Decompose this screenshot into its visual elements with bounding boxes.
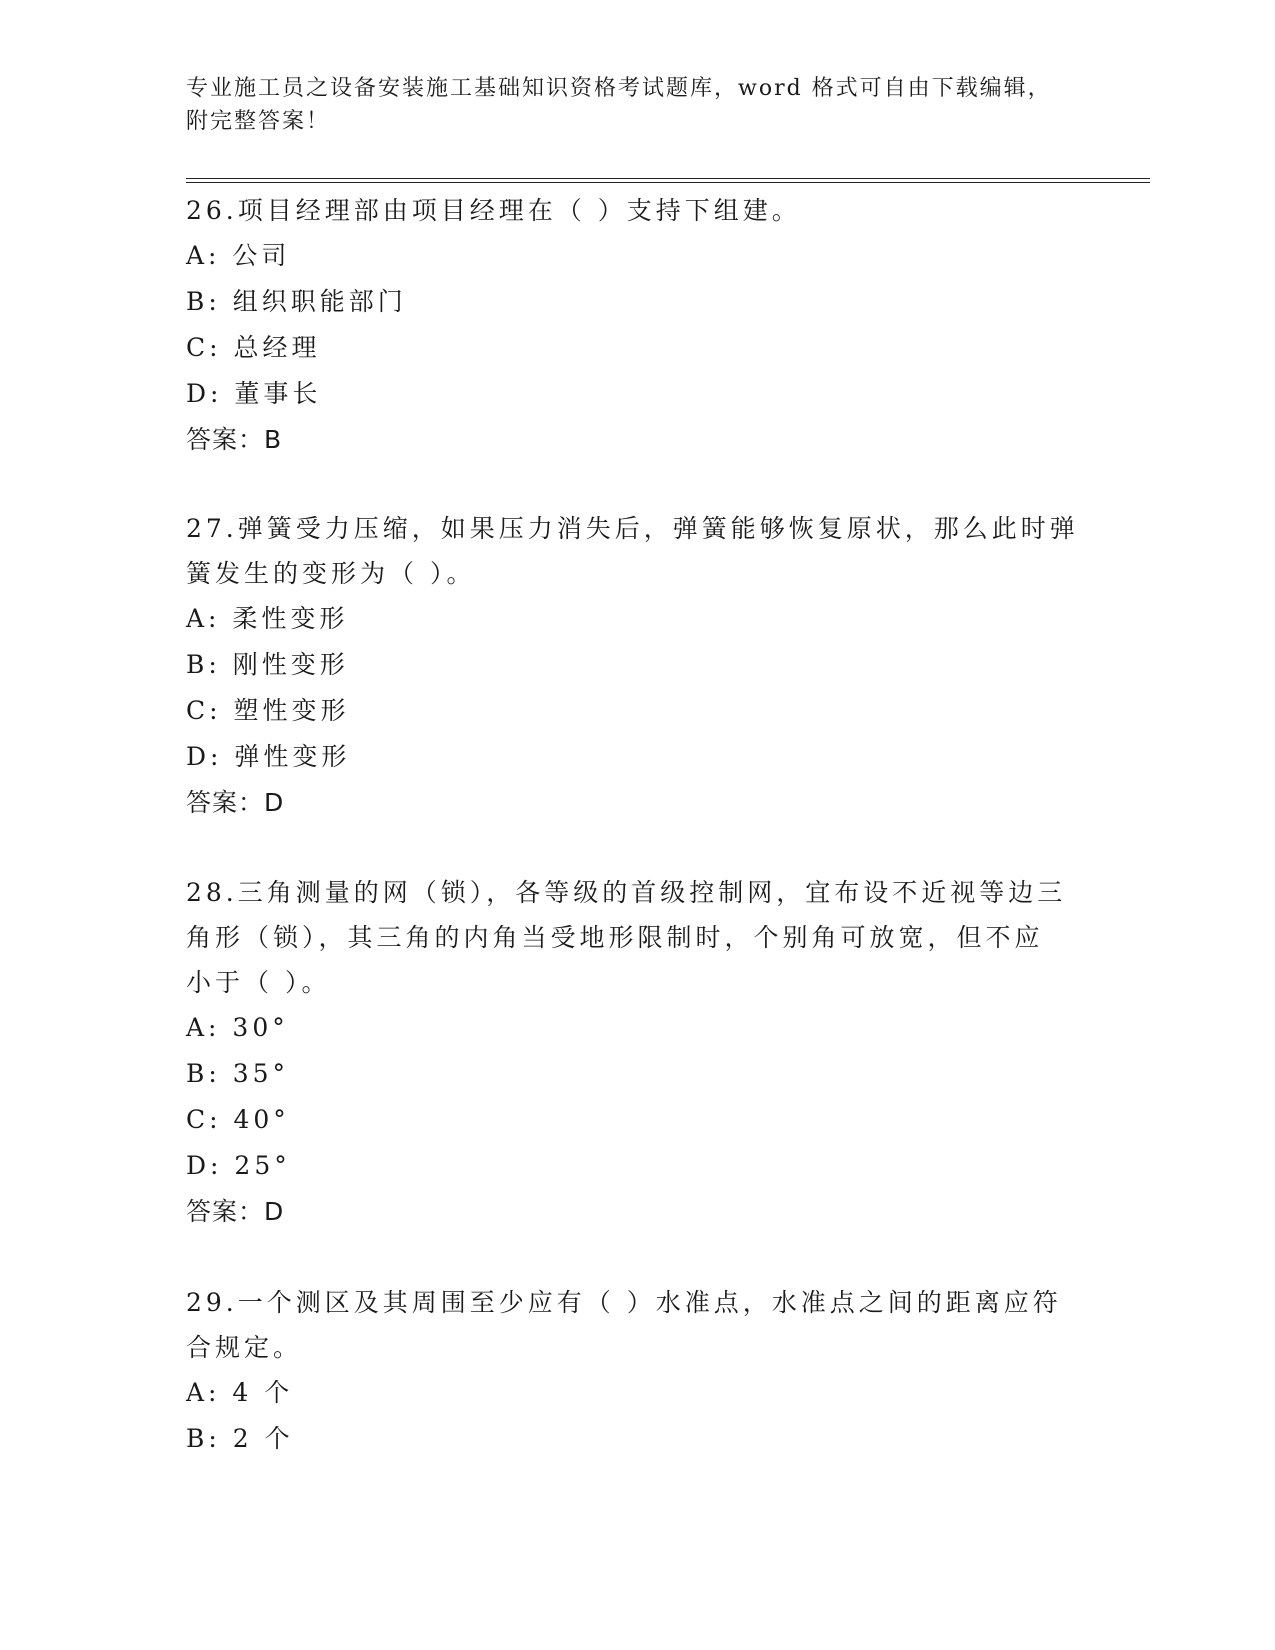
answer: 答案：B (186, 425, 283, 454)
question-27 (186, 506, 1086, 826)
question-28 (186, 870, 1086, 1235)
answer: 答案：D (186, 788, 285, 817)
answer: 答案：D (186, 1197, 285, 1226)
header-line-2: 附完整答案！ (186, 109, 331, 134)
header-line-1: 专业施工员之设备安装施工基础知识资格考试题库，word 格式可自由下载编辑， (186, 76, 1052, 101)
question-stem-line: 28.三角测量的网（锁），各等级的首级控制网，宜布设不近视等边三 (186, 878, 1067, 907)
question-stem-line: 簧发生的变形为（ ）。 (186, 559, 476, 588)
question-26 (186, 188, 1086, 463)
option-d: D: 25° (186, 1151, 291, 1180)
option-c: C: 40° (186, 1105, 290, 1134)
question-stem-line: 角形（锁），其三角的内角当受地形限制时，个别角可放宽，但不应 (186, 923, 1044, 952)
option-c: C: 塑性变形 (186, 696, 350, 725)
question-stem: 26.项目经理部由项目经理在（ ）支持下组建。 (186, 196, 801, 225)
option-c: C: 总经理 (186, 333, 321, 362)
option-b: B: 35° (186, 1059, 290, 1088)
question-29 (186, 1280, 1086, 1462)
document-header (186, 72, 1086, 138)
option-a: A: 柔性变形 (186, 604, 349, 633)
option-b: B: 刚性变形 (186, 650, 349, 679)
question-stem-line: 27.弹簧受力压缩，如果压力消失后，弹簧能够恢复原状，那么此时弹 (186, 514, 1079, 543)
option-d: D: 董事长 (186, 379, 322, 408)
option-d: D: 弹性变形 (186, 742, 351, 771)
option-a: A: 30° (186, 1013, 289, 1042)
option-b: B: 组织职能部门 (186, 287, 407, 316)
question-stem-line: 29.一个测区及其周围至少应有（ ）水准点，水准点之间的距离应符 (186, 1288, 1062, 1317)
question-stem-line: 小于（ ）。 (186, 968, 331, 997)
header-double-rule (186, 178, 1150, 183)
option-b: B: 2 个 (186, 1424, 294, 1453)
option-a: A: 公司 (186, 241, 291, 270)
question-stem-line: 合规定。 (186, 1333, 303, 1362)
option-a: A: 4 个 (186, 1378, 294, 1407)
